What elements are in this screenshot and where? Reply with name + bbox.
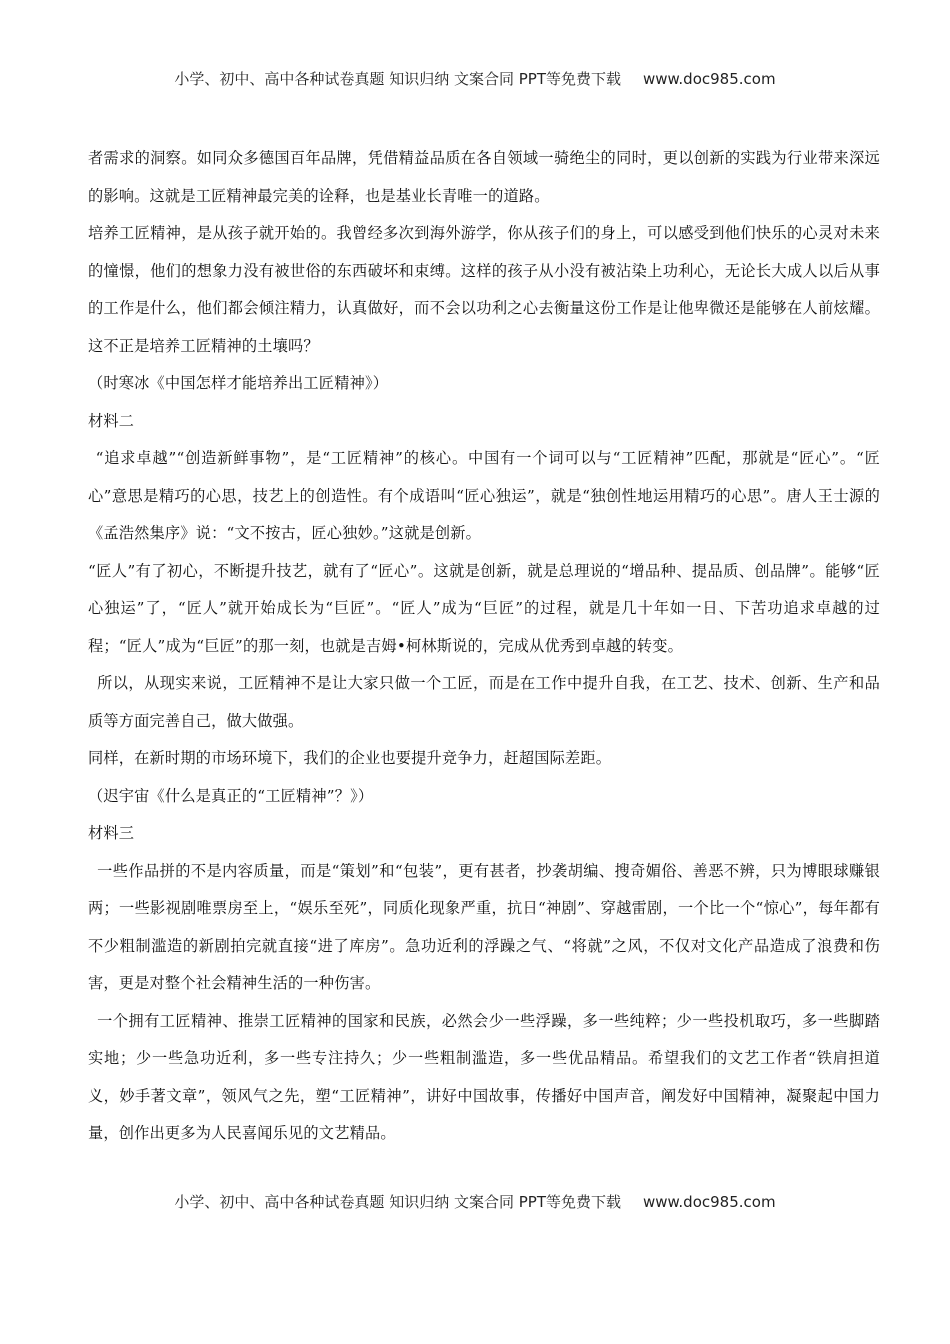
section-heading-material-2: 材料二 (88, 411, 135, 430)
paragraph-pursuit-excellence: “追求卓越”“创造新鲜事物”，是“工匠精神”的核心。中国有一个词可以与“工匠精神”匹配，那就是“匠心”。“匠心”意思是精巧的心思，技艺上的创造性。有个成语叫“匠心独运”，就是“独创性地运用精巧的心思”。唐人王士源的《孟浩然集序》说：“文不按古，匠心独妙。”这就是创新。 (88, 449, 880, 542)
footer-text: 小学、初中、高中各种试卷真题 知识归纳 文案合同 PPT等免费下载 (174, 1193, 621, 1211)
paragraph-so-in-reality: 所以，从现实来说，工匠精神不是让大家只做一个工匠，而是在工作中提升自我，在工艺、技术、创新、生产和品质等方面完善自己，做大做强。 (88, 674, 880, 730)
document-body (88, 140, 880, 1153)
paragraph-cultivate-spirit: 培养工匠精神，是从孩子就开始的。我曾经多次到海外游学，你从孩子们的身上，可以感受到他们快乐的心灵对未来的憧憬，他们的想象力没有被世俗的东西破坏和束缚。这样的孩子从小没有被沾染上功利心，无论长大成人以后从事的工作是什么，他们都会倾注精力，认真做好，而不会以功利之心去衡量这份工作是让他卑微还是能够在人前炫耀。这不正是培养工匠精神的土壤吗？ (88, 224, 880, 355)
header-url: www.doc985.com (642, 70, 776, 88)
page-header (0, 68, 950, 89)
paragraph-market-environment: 同样，在新时期的市场环境下，我们的企业也要提升竞争力，赶超国际差距。 (88, 749, 612, 767)
paragraph-works-compete: 一些作品拼的不是内容质量，而是“策划”和“包装”，更有甚者，抄袭胡编、搜奇媚俗、善恶不辨，只为博眼球赚银两；一些影视剧唯票房至上，“娱乐至死”，同质化现象严重，抗日“神剧”、穿越雷剧，一个比一个“惊心”，每年都有不少粗制滥造的新剧拍完就直接“进了库房”。急功近利的浮躁之气、“将就”之风，不仅对文化产品造成了浪费和伤害，更是对整个社会精神生活的一种伤害。 (88, 861, 880, 992)
paragraph-nation-spirit: 一个拥有工匠精神、推崇工匠精神的国家和民族，必然会少一些浮躁，多一些纯粹；少一些投机取巧，多一些脚踏实地；少一些急功近利，多一些专注持久；少一些粗制滥造，多一些优品精品。希望我们的文艺工作者“铁肩担道义，妙手著文章”，领风气之先，塑“工匠精神”，讲好中国故事，传播好中国声音，阐发好中国精神，凝聚起中国力量，创作出更多为人民喜闻乐见的文艺精品。 (88, 1011, 880, 1142)
page-footer (0, 1191, 950, 1212)
header-text: 小学、初中、高中各种试卷真题 知识归纳 文案合同 PPT等免费下载 (174, 70, 621, 88)
paragraph-craftsman-heart: “匠人”有了初心，不断提升技艺，就有了“匠心”。这就是创新，就是总理说的“增品种、提品质、创品牌”。能够“匠心独运”了，“匠人”就开始成长为“巨匠”。“匠人”成为“巨匠”的过程，就是几十年如一日、下苦功追求卓越的过程；“匠人”成为“巨匠”的那一刻，也就是吉姆•柯林斯说的，完成从优秀到卓越的转变。 (88, 561, 880, 655)
section-heading-material-3: 材料三 (88, 824, 135, 842)
source-citation-2: （迟宇宙《什么是真正的“工匠精神”？》） (88, 786, 374, 805)
footer-url: www.doc985.com (642, 1193, 776, 1211)
source-citation-1: （时寒冰《中国怎样才能培养出工匠精神》） (88, 374, 389, 392)
paragraph-continued: 者需求的洞察。如同众多德国百年品牌，凭借精益品质在各自领域一骑绝尘的同时，更以创新的实践为行业带来深远的影响。这就是工匠精神最完美的诠释，也是基业长青唯一的道路。 (88, 149, 880, 205)
